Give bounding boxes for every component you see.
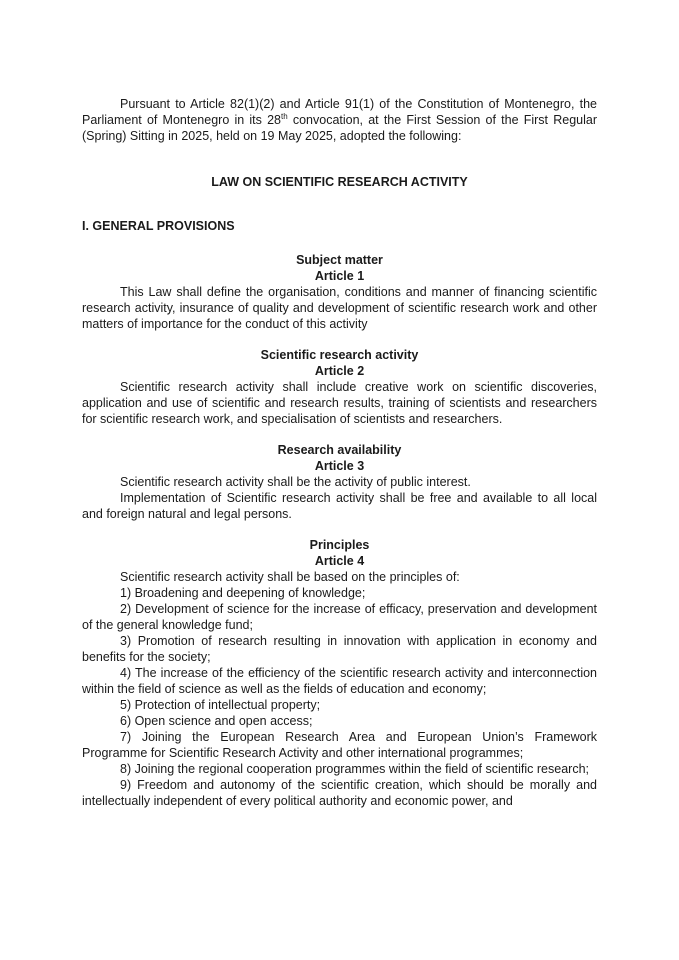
article-4-list-item: 3) Promotion of research resulting in innovation with application in economy and benefits for the society; <box>82 634 597 664</box>
article-4-list-item: 4) The increase of the efficiency of the scientific research activity and interconnection within the field of science as well as the fields of education and economy; <box>82 666 597 696</box>
article-2-paragraph: Scientific research activity shall include creative work on scientific discoveries, application and use of scientific and research results, training of scientists and researchers for scientific research work, and specialisation of scientists and researchers. <box>82 380 597 426</box>
article-4-list-item: 6) Open science and open access; <box>120 714 313 728</box>
article-4-list-item: 1) Broadening and deepening of knowledge; <box>120 586 366 600</box>
article-1-paragraph: This Law shall define the organisation, conditions and manner of financing scientific research activity, insurance of quality and development of scientific research work and other matters of importance for the conduct of this activity <box>82 285 597 331</box>
ordinal-superscript: th <box>280 111 288 121</box>
document-title: LAW ON SCIENTIFIC RESEARCH ACTIVITY <box>211 175 468 189</box>
intro-text-before: Pursuant to Article 82(1)(2) and Article 91(1) of the Constitution of Montenegro, the Parliament of Montenegro in its 28 <box>82 97 597 127</box>
article-2-block <box>82 347 597 427</box>
section-heading-general-provisions: I. GENERAL PROVISIONS <box>82 219 235 233</box>
article-4-list-item: 7) Joining the European Research Area and European Union’s Framework Programme for Scientific Research Activity and other international programmes; <box>82 730 597 760</box>
intro-paragraph <box>82 96 597 144</box>
article-4-list-item: 8) Joining the regional cooperation programmes within the field of scientific research; <box>120 762 589 776</box>
article-4-subject-heading: Principles <box>309 538 370 552</box>
article-4-number: Article 4 <box>314 554 365 568</box>
article-4-block <box>82 537 597 809</box>
article-3-number: Article 3 <box>314 459 365 473</box>
article-2-subject-heading: Scientific research activity <box>260 348 419 362</box>
article-1-block <box>82 252 597 332</box>
article-3-paragraph: Implementation of Scientific research activity shall be free and available to all local and foreign natural and legal persons. <box>82 491 597 521</box>
article-3-paragraph: Scientific research activity shall be the activity of public interest. <box>120 475 471 489</box>
article-4-paragraph: Scientific research activity shall be based on the principles of: <box>120 570 460 584</box>
article-4-list-item: 9) Freedom and autonomy of the scientific creation, which should be morally and intellectually independent of every political authority and economic power, and <box>82 778 597 808</box>
article-1-subject-heading: Subject matter <box>296 253 383 267</box>
article-1-number: Article 1 <box>314 269 365 283</box>
article-4-list-item: 2) Development of science for the increase of efficacy, preservation and development of the general knowledge fund; <box>82 602 597 632</box>
intro-text-after: convocation, at the First Session of the First Regular (Spring) Sitting in 2025, held on 19 May 2025, adopted the following: <box>82 113 597 143</box>
article-3-block <box>82 442 597 522</box>
article-2-number: Article 2 <box>314 364 365 378</box>
article-4-list-item: 5) Protection of intellectual property; <box>120 698 321 712</box>
article-3-subject-heading: Research availability <box>277 443 402 457</box>
